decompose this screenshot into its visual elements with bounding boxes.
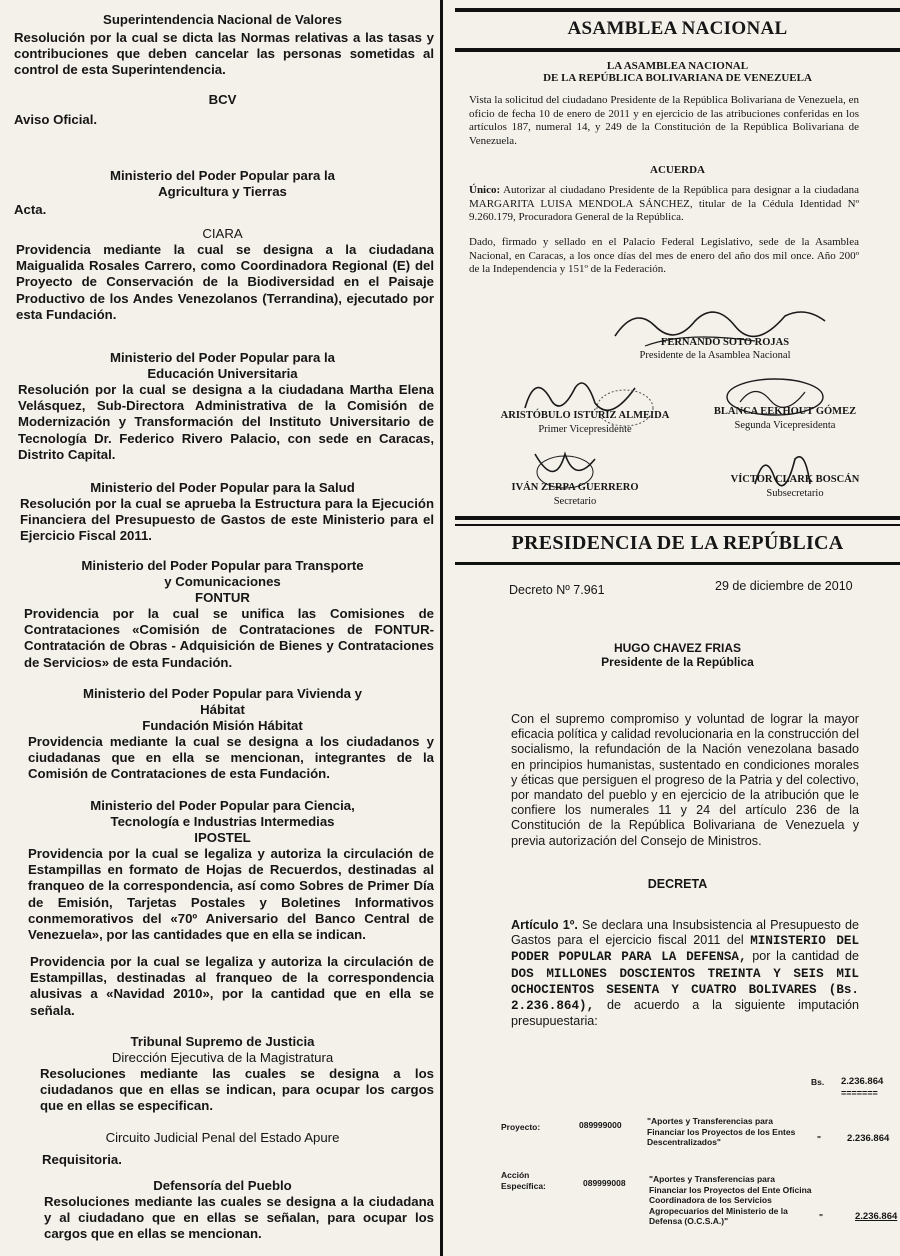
column-divider (440, 0, 443, 1256)
asamblea-heading-1: LA ASAMBLEA NACIONAL (606, 60, 749, 72)
sig1-name: FERNANDO SOTO ROJAS (660, 337, 790, 348)
table-accion-amount: 2.236.864 (855, 1211, 898, 1222)
decreto-date: 29 de diciembre de 2010 (715, 579, 853, 593)
transp-title: Ministerio del Poder Popular para Transporte y Comunicaciones (81, 558, 364, 590)
table-proyecto-desc: "Aportes y Transferencias para Financiar los Proyectos de los Entes Descentralizados" (647, 1116, 796, 1147)
table-proyecto-amount: 2.236.864 (847, 1133, 890, 1144)
dado-text: Dado, firmado y sellado en el Palacio Federal Legislativo, sede de la Asamblea Nacional, en Caracas, a los once días del mes de enero del año dos mil once. Año 200º de la Independencia y 151º de la Federación. (469, 236, 859, 276)
defensoria-text: Resoluciones mediante las cuales se designa a la ciudadana y al ciudadano que en ellas se señalan, para ocupar los cargos que en ellas se mencionan. (44, 1194, 434, 1242)
salud-title: Ministerio del Poder Popular para la Salud (90, 480, 355, 495)
article-1 (511, 918, 859, 1029)
presidencia-rule-bottom (455, 562, 900, 565)
agri-title: Ministerio del Poder Popular para la Agricultura y Tierras (110, 168, 335, 200)
sig4-name: IVÁN ZERPA GUERRERO (511, 482, 639, 493)
sig4-title: Secretario (553, 496, 597, 507)
president-title: Presidente de la República (601, 655, 754, 669)
presidencia-rule-top-2 (455, 524, 900, 526)
table-total: 2.236.864 (841, 1076, 884, 1087)
defensoria-title: Defensoría del Pueblo (153, 1178, 292, 1193)
article-1-amount: DOS MILLONES DOSCIENTOS TREINTA Y SEIS MIL OCHOCIENTOS SESENTA Y CUATRO BOLIVARES (Bs. 2.236.864), (511, 966, 859, 1014)
edu-text: Resolución por la cual se designa a la ciudadana Martha Elena Velásquez, Sub-Directora Administrativa de la Comisión de Modernización y Transformación del Instituto Universitario de Tecnología Dr. Federico Rivero Palacio, con sede en Caracas, Distrito Capital. (18, 382, 434, 462)
decreta-heading: DECRETA (647, 877, 708, 891)
tsj-sub: Dirección Ejecutiva de la Magistratura (111, 1050, 334, 1065)
ipostel-text-1: Providencia por la cual se legaliza y autoriza la circulación de Estampillas en formato de Hojas de Recuerdos, destinadas al franqueo de la correspondencia, así como Sobres de Primer Día de Emisión, Tarjetas Postales y Boletines Informativos conmemorativos del «70º Aniversario del Banco Central de Venezuela», por las cantidades que en ella se indican. (28, 846, 434, 943)
table-bs: Bs. (811, 1077, 825, 1087)
ciencia-title: Ministerio del Poder Popular para Ciencia, Tecnología e Industrias Intermedias (90, 798, 355, 830)
fontur-title: FONTUR (195, 590, 250, 605)
bcv-text: Aviso Oficial. (14, 112, 98, 127)
table-accion-code: 089999008 (583, 1178, 626, 1188)
asamblea-text: Vista la solicitud del ciudadano Presidente de la República Bolivariana de Venezuela, en oficio de fecha 10 de enero de 2011 y en ejercicio de las atribuciones conferidas en los artículos 187, numeral 14, y 249 de la Constitución de la República Bolivariana de Venezuela. (469, 94, 859, 147)
sig5-name: VÍCTOR CLARK BOSCÁN (730, 474, 860, 485)
unico-paragraph (469, 184, 859, 225)
article-1-label: Artículo 1º. (511, 918, 578, 932)
table-proyecto-bullet: " (817, 1134, 822, 1144)
edu-title: Ministerio del Poder Popular para la Educación Universitaria (110, 350, 335, 382)
table-accion-desc: "Aportes y Transferencias para Financiar los Proyectos del Ente Oficina Coordinadora de los Servicios Agropecuarios del Ministerio de la Defensa (O.C.S.A.)" (649, 1174, 812, 1226)
vivienda-title: Ministerio del Poder Popular para Vivienda y Hábitat (83, 686, 362, 718)
apure-title: Circuito Judicial Penal del Estado Apure (105, 1130, 340, 1145)
asamblea-rule (455, 48, 900, 52)
decree-preamble: Con el supremo compromiso y voluntad de lograr la mayor eficacia política y calidad revolucionaria en la construcción del socialismo, la refundación de la Nación venezolana basado en principios humanistas, sustentado en condiciones morales y éticas que persiguen el progreso de la Patria y del colectivo, por mandato del pueblo y en ejercicio de la atribución que le confiere los numerales 11 y 24 del artículo 236 de la Constitución de la República Bolivariana de Venezuela y previa autorización del Consejo de Ministros. (511, 712, 859, 848)
article-1-text-a: Se declara una Insubsistencia al Presupuesto de Gastos para el ejercicio fiscal 2011 del (511, 918, 860, 948)
table-total-underline: ======= (841, 1088, 878, 1098)
president-name: HUGO CHAVEZ FRIAS (613, 641, 742, 655)
ciara-text: Providencia mediante la cual se designa a la ciudadana Maigualida Rosales Carrero, como Coordinadora Regional (E) del Proyecto de Conservación de la Biodiversidad en el Paisaje Productivo de los Andes Venezolanos (Terrandina), ejecutado por esta Fundación. (16, 242, 434, 322)
agri-text: Acta. (14, 202, 47, 217)
table-accion-label: Acción Específica: (501, 1170, 546, 1191)
decreto-number: Decreto Nº 7.961 (509, 583, 605, 597)
sig2-name: ARISTÓBULO ISTÚRIZ ALMEIDA (500, 410, 670, 421)
presidencia-rule-top (455, 516, 900, 520)
salud-text: Resolución por la cual se aprueba la Estructura para la Ejecución Financiera del Presupuesto de Gastos de este Ministerio para el Ejercicio Fiscal 2011. (20, 496, 434, 544)
vivienda-sub: Fundación Misión Hábitat (142, 718, 303, 733)
apure-text: Requisitoria. (42, 1152, 122, 1167)
sunaval-text: Resolución por la cual se dicta las Normas relativas a las tasas y contribuciones que deben cancelar las personas sometidas al control de esta Superintendencia. (14, 30, 434, 78)
unico-label: Único: (469, 184, 501, 196)
top-rule (455, 8, 900, 12)
article-1-text-e: de acuerdo a la siguiente imputación presupuestaria: (511, 998, 859, 1029)
right-column (455, 0, 900, 1256)
table-accion-bullet: " (819, 1212, 824, 1222)
tsj-title: Tribunal Supremo de Justicia (130, 1034, 315, 1049)
fontur-text: Providencia por la cual se unifica las Comisiones de Contrataciones «Comisión de Contrataciones de FONTUR-Contratación de Obras - Adquisición de Bienes y Contrataciones de Servicios» de esta Fundación. (24, 606, 434, 670)
article-1-text-c: por la cantidad de (752, 949, 860, 964)
presidencia-banner: PRESIDENCIA DE LA REPÚBLICA (511, 532, 844, 554)
table-proyecto-label: Proyecto: (501, 1122, 541, 1132)
table-proyecto-code: 089999000 (579, 1120, 622, 1130)
sig1-title: Presidente de la Asamblea Nacional (639, 350, 791, 361)
acuerda-heading: ACUERDA (650, 164, 705, 176)
article-1-ministry: MINISTERIO DEL PODER POPULAR PARA LA DEFENSA, (511, 934, 860, 965)
sig5-title: Subsecretario (766, 488, 824, 499)
ipostel-title: IPOSTEL (194, 830, 251, 845)
asamblea-banner: ASAMBLEA NACIONAL (567, 18, 788, 39)
sig2-title: Primer Vicepresidente (538, 424, 632, 435)
ciara-title: CIARA (202, 226, 243, 241)
vivienda-text: Providencia mediante la cual se designa a los ciudadanos y ciudadanas que en ella se mencionan, integrantes de la Comisión de Contrataciones de esta Fundación. (28, 734, 434, 782)
sunaval-title: Superintendencia Nacional de Valores (103, 12, 342, 27)
sig3-name: BLANCA EEKHOUT GÓMEZ (713, 406, 857, 417)
sig3-title: Segunda Vicepresidenta (734, 420, 836, 431)
tsj-text: Resoluciones mediante las cuales se designa a los ciudadanos que en ellas se indican, para ocupar los cargos que en ellas se especifican. (40, 1066, 434, 1114)
bcv-title: BCV (208, 92, 237, 107)
left-column (0, 0, 445, 1256)
ipostel-text-2: Providencia por la cual se legaliza y autoriza la circulación de Estampillas, destinadas al franqueo de la correspondencia alusivas a «Navidad 2010», por la cantidad que en ella se señala. (30, 954, 434, 1018)
unico-text: Autorizar al ciudadano Presidente de la República para designar a la ciudadana MARGARITA LUISA MENDOLA SÁNCHEZ, titular de la Cédula Identidad Nº 9.260.179, Procuradora General de la República. (469, 184, 860, 224)
asamblea-heading-2: DE LA REPÚBLICA BOLIVARIANA DE VENEZUELA (543, 72, 812, 84)
